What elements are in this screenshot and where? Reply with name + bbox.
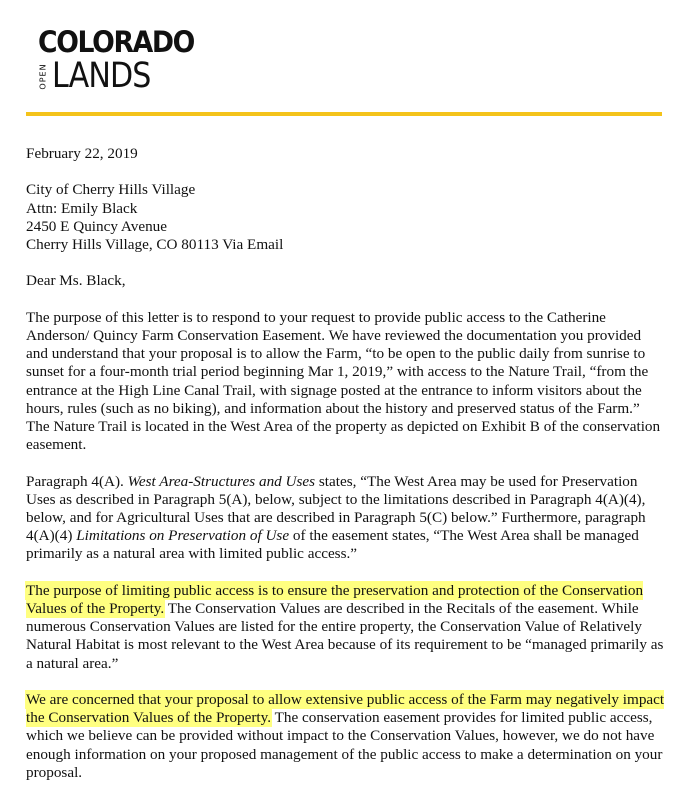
logo-lands-text: LANDS xyxy=(52,56,151,96)
logo-colorado-text: COLORADO xyxy=(38,25,194,59)
salutation: Dear Ms. Black, xyxy=(26,272,126,290)
address-line-2: Attn: Emily Black xyxy=(26,199,138,217)
header-divider xyxy=(26,112,662,116)
logo-open-text: OPEN xyxy=(38,63,48,90)
paragraph-4 xyxy=(26,691,666,782)
paragraph-3 xyxy=(26,582,666,673)
paragraph-2-italic-2: Limitations on Preservation of Use xyxy=(76,527,290,545)
address-line-3: 2450 E Quincy Avenue xyxy=(26,217,168,235)
paragraph-1: The purpose of this letter is to respond to your request to provide public access to the Catherine Anderson/ Quincy Farm Conservation Easement. We have reviewed the documentation you provided and understand that your proposal is to allow the Farm, “to be open to the public daily from sunrise to sunset for a four-month trial period beginning Mar 1, 2019,” with access to the Nature Trail, “from the entrance at the High Line Canal Trail, with signage posted at the entrance to inform visitors about the hours, rules (such as no biking), and information about the history and preserved status of the Farm.” The Nature Trail is located in the West Area of the property as depicted on Exhibit B of the conservation easement. xyxy=(26,308,661,454)
paragraph-4-highlight: We are concerned that your proposal to allow extensive public access of the Farm may negatively impact the Conservation Values of the Property. xyxy=(26,691,665,727)
paragraph-2-text-1: Paragraph 4(A). xyxy=(26,472,128,490)
paragraph-4-text: The conservation easement provides for limited public access, which we believe can be provided without impact to the Conservation Values, however, we do not have enough information on your proposed management of the public access to make a determination on your proposal. xyxy=(26,709,663,781)
paragraph-2-italic-1: West Area-Structures and Uses xyxy=(127,472,316,490)
logo-bottom-row xyxy=(38,56,208,96)
paragraph-2-text-3: of the easement states, “The West Area shall be managed primarily as a natural area with limited public access.” xyxy=(26,527,639,563)
address-line-4: Cherry Hills Village, CO 80113 Via Email xyxy=(26,236,284,253)
address-line-1: City of Cherry Hills Village xyxy=(26,181,196,199)
colorado-open-lands-logo xyxy=(38,25,208,96)
letter-body xyxy=(26,145,666,800)
letter-date: February 22, 2019 xyxy=(26,145,138,162)
paragraph-2 xyxy=(26,473,666,564)
paragraph-3-text: The Conservation Values are described in the Recitals of the easement. While numerous Conservation Values are listed for the entire property, the Conservation Value of Relatively Natural Habitat is most relevant to the West Area because of its requirement to be “managed primarily as a natural area.” xyxy=(26,600,664,672)
paragraph-2-text-2: states, “The West Area may be used for Preservation Uses as described in Paragraph 5(A), below, subject to the limitations described in Paragraph 4(A)(4), below, and for Agricultural Uses that are described in Paragraph 5(C) below.” Furthermore, paragraph 4(A)(4) xyxy=(26,472,646,545)
recipient-address xyxy=(26,181,666,254)
paragraph-3-highlight: The purpose of limiting public access is to ensure the preservation and protection of the Conservation Values of the Property. xyxy=(26,581,644,617)
